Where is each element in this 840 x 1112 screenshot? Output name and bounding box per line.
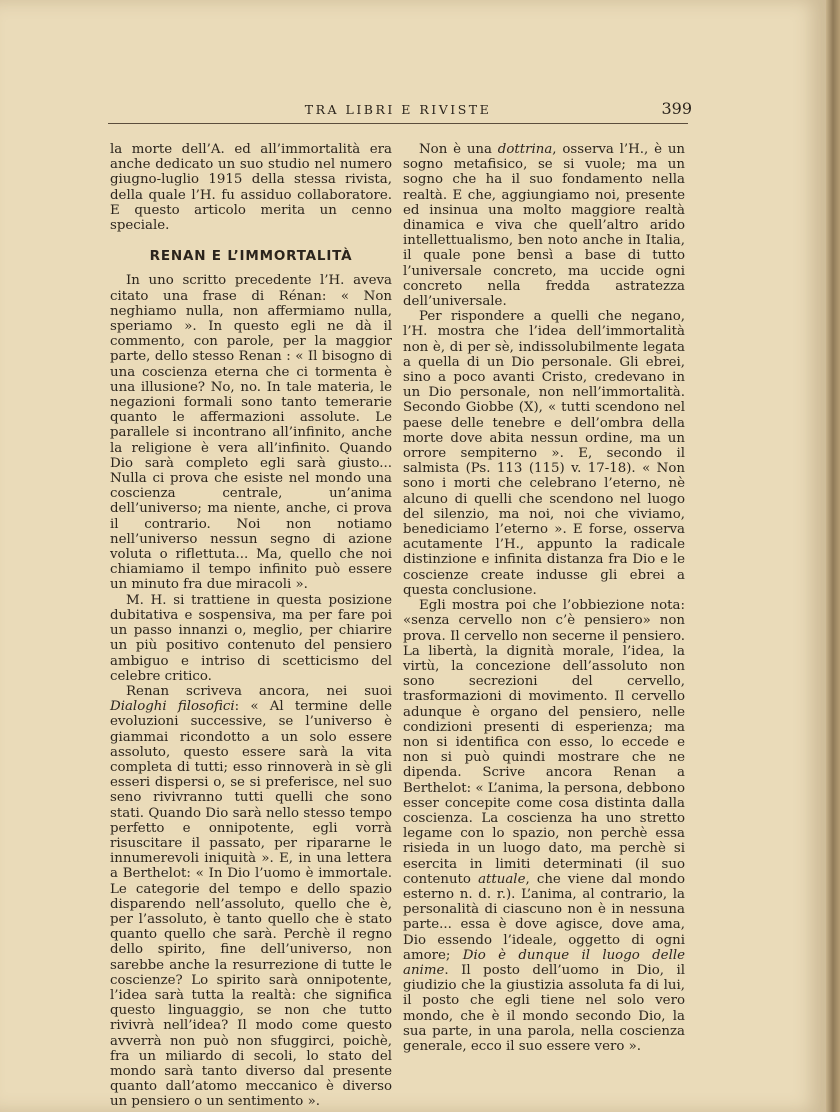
paragraph	[110, 684, 392, 1110]
paragraph	[403, 598, 685, 1054]
paragraph: In uno scritto precedente l’H. aveva citato una frase di Rénan: « Non neghiamo nulla, non affermiamo nulla, speriamo ». In questo egli ne dà il commento, con parole, per la maggior parte, dello stesso Renan : « Il bisogno di una coscienza eterna che ci tormenta è una illusione? No, no. In tale materia, le negazioni formali sono tanto temerarie quanto le affermazioni assolute. Le parallele si incontrano all’infinito, anche la religione è vera all’infinito. Quando Dio sarà completo egli sarà giusto... Nulla ci prova che esiste nel mondo una coscienza centrale, un’anima dell’universo; ma niente, anche, ci prova il contrario. Noi non notiamo nell’universo nessun segno di azione voluta o riflettuta... Ma, quello che noi chiamiamo il tempo infinito può essere un minuto fra due miracoli ».	[110, 273, 392, 593]
paragraph: Per rispondere a quelli che negano, l’H. mostra che l’idea dell’immortalità non è, di per sè, indissolubilmente legata a quella di un Dio personale. Gli ebrei, sino a poco avanti Cristo, credevano in un Dio personale, non nell’immortalità. Secondo Giobbe (X), « tutti scendono nel paese delle tenebre e dell’ombra della morte dove abita nessun ordine, ma un orrore sempiterno ». E, secondo il salmista (Ps. 113 (115) v. 17-18). « Non sono i morti che celebrano l’eterno, nè alcuno di quelli che scendono nel luogo del silenzio, ma noi, noi che viviamo, benediciamo l’eterno ». E forse, osserva acutamente l’H., appunto la radicale distinzione e infinita distanza fra Dio e le coscienze create indusse gli ebrei a questa conclusione.	[403, 309, 685, 598]
text-run: , osserva l’H., è un sogno metafisico, se si vuole; ma un sogno che ha il suo fondamento nella realtà. E che, aggiungiamo noi, presente ed insinua una molto maggiore realtà dinamica e viva che quell’altro arido intellettualismo, ben noto anche in Italia, il quale pone bensì a base di tutto l’universale concreto, ma uccide ogni concreto nella fredda astratezza dell’universale.	[403, 142, 686, 310]
text-run: , che viene dal mondo esterno n. d. r.). L’anima, al contrario, la personalità di ciascuno non è in nessuna parte... essa è dove agisce, dove ama, Dio essendo l’ideale, oggetto di ogni amore;	[403, 871, 685, 963]
section-title: RENAN E L’IMMORTALITÀ	[149, 248, 353, 265]
text-run: : « Al termine delle evoluzioni successive, se l’universo è giammai ricondotto a un solo essere assoluto, questo essere sarà la vita completa di tutti; esso rinnoverà in sè gli esseri dispersi o, se si preferisce, nel suo seno rivivranno tutti quelli che sono stati. Quando Dio sarà nello stesso tempo perfetto e onnipotente, egli vorrà risuscitare il passato, per ripararne le innumerevoli iniquità ». E, in una lettera a Berthelot: « In Dio l’uomo è immortale. Le categorie del tempo e dello spazio disparendo nell’assoluto, quello che è, per l’assoluto, è tanto quello che è stato quanto quello che sarà. Perchè il regno dello spirito, fine dell’universo, non sarebbe anche la resurrezione di tutte le coscienze? Lo spirito sarà onnipotente, l’idea sarà tutta la realtà: che significa questo linguaggio, se non che tutto rivivrà nell’idea? Il modo come questo avverrà non può non sfuggirci, poichè, fra un miliardo di secoli, lo stato del mondo sarà tanto diverso dal presente quanto dall’atomo meccanico è diverso un pensiero o un sentimento ».	[110, 699, 393, 1110]
left-column	[110, 142, 392, 1110]
paragraph: M. H. si trattiene in questa posizione dubitativa e sospensiva, ma per fare poi un passo innanzi o, meglio, per chiarire un più positivo contenuto del pensiero ambiguo e intriso di scetticismo del celebre critico.	[110, 592, 392, 684]
italic-title: Dialoghi filosofici	[110, 699, 235, 715]
page-number: 399	[661, 99, 692, 118]
text-run: Egli mostra poi che l’obbiezione nota: «senza cervello non c’è pensiero» non prova. Il cervello non secerne il pensiero. La libertà, la dignità morale, l’idea, la virtù, la concezione dell’assoluto non sono secrezioni del cervello, trasformazioni di movimento. Il cervello adunque è organo del pensiero, nelle condizioni presenti di esperienza; ma non si identifica con esso, lo eccede e non si può quindi mostrare che ne dipenda. Scrive ancora Renan a Berthelot: « L’anima, la persona, debbono esser concepite come cosa distinta dalla coscienza. La coscienza ha uno stretto legame con lo spazio, non perchè essa risieda in un luogo dato, ma perchè si esercita in limiti determinati (il suo contenuto	[403, 598, 685, 887]
text-run: Non è una	[419, 142, 498, 157]
running-head: TRA LIBRI E RIVISTE	[304, 102, 492, 117]
page-edge	[826, 0, 840, 1112]
text-run: Renan scriveva ancora, nei suoi	[126, 683, 392, 699]
paragraph: la morte dell’A. ed all’immortalità era anche dedicato un suo studio nel numero giugno-luglio 1915 della stessa rivista, della quale l’H. fu assiduo collaboratore. E questo articolo merita un cenno speciale.	[110, 142, 392, 234]
right-column	[403, 142, 685, 1054]
page-header	[108, 99, 692, 122]
header-rule	[108, 123, 688, 124]
italic-phrase: Dio è dunque il luogo delle anime	[403, 947, 686, 978]
italic-term: attuale	[478, 871, 526, 887]
italic-term: dottrina	[497, 142, 553, 157]
text-run: . Il posto dell’uomo in Dio, il giudizio che la giustizia assoluta fa di lui, il posto che egli tiene nel solo vero mondo, che è il mondo secondo Dio, la sua parte, in una parola, nella coscienza generale, ecco il suo essere vero ».	[403, 962, 685, 1054]
paragraph	[403, 142, 685, 309]
